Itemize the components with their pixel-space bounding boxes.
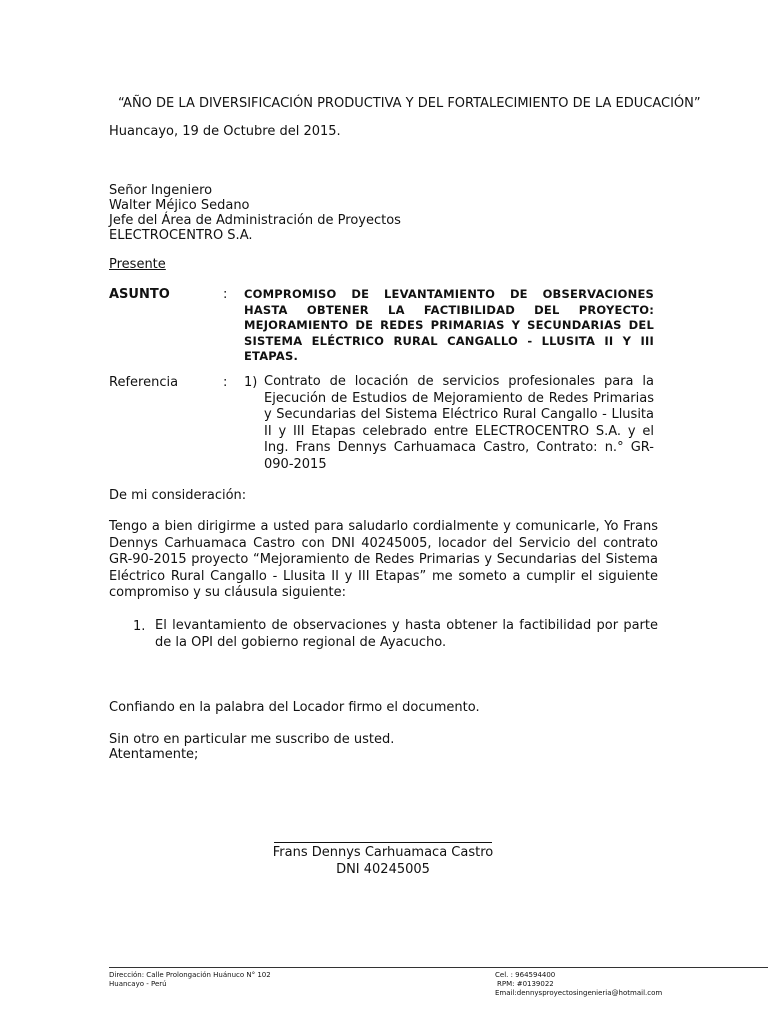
signature-line: [274, 842, 492, 843]
referencia-label: Referencia: [109, 375, 179, 390]
recipient-line-4: ELECTROCENTRO S.A.: [109, 228, 253, 243]
footer-address: Dirección: Calle Prolongación Huánuco N° 102: [109, 971, 271, 979]
list-item-text: El levantamiento de observaciones y hasta obtener la factibilidad por parte de la OPI del gobierno regional de Ayacucho.: [155, 618, 658, 650]
asunto-label: ASUNTO: [109, 287, 170, 302]
presente-label: Presente: [109, 257, 166, 272]
asunto-text: COMPROMISO DE LEVANTAMIENTO DE OBSERVACIONES HASTA OBTENER LA FACTIBILIDAD DEL PROYECTO: MEJORAMIENTO DE REDES PRIMARIAS Y SECUNDARIAS DEL SISTEMA ELÉCTRICO RURAL CANGALLO - LLUSITA II Y III ETAPAS.: [244, 287, 654, 363]
greeting: De mi consideración:: [109, 488, 247, 503]
referencia-number: 1): [244, 375, 258, 390]
list-item-number: 1.: [133, 619, 146, 634]
closing-line-2: Sin otro en particular me suscribo de usted.: [109, 732, 395, 747]
signature-dni: DNI 40245005: [336, 862, 430, 877]
footer-email: Email:dennysproyectosingenieria@hotmail.com: [495, 989, 663, 997]
recipient-line-1: Señor Ingeniero: [109, 183, 213, 198]
asunto-colon: :: [223, 287, 228, 302]
footer-city: Huancayo - Perú: [109, 980, 167, 988]
footer-cel: Cel. : 964594400: [495, 971, 556, 979]
body-paragraph: Tengo a bien dirigirme a usted para saludarlo cordialmente y comunicarle, Yo Frans Dennys Carhuamaca Castro con DNI 40245005, locador del Servicio del contrato GR-90-2015 proyecto “Mejoramiento de Redes Primarias y Secundarias del Sistema Eléctrico Rural Cangallo - Llusita II y III Etapas” me someto a cumplir el siguiente compromiso y su cláusula siguiente:: [109, 519, 658, 600]
footer-rpm: RPM: #0139022: [497, 980, 554, 988]
place-date: Huancayo, 19 de Octubre del 2015.: [109, 124, 341, 139]
recipient-block: [109, 183, 401, 243]
footer-divider: [109, 967, 768, 968]
closing-line-1: Confiando en la palabra del Locador firmo el documento.: [109, 700, 480, 715]
signature-name: Frans Dennys Carhuamaca Castro: [272, 845, 494, 860]
header-motto: “AÑO DE LA DIVERSIFICACIÓN PRODUCTIVA Y DEL FORTALECIMIENTO DE LA EDUCACIÓN”: [118, 96, 701, 111]
recipient-line-3: Jefe del Área de Administración de Proyectos: [109, 213, 401, 228]
referencia-text: Contrato de locación de servicios profesionales para la Ejecución de Estudios de Mejoramiento de Redes Primarias y Secundarias del Sistema Eléctrico Rural Cangallo - Llusita II y III Etapas celebrado entre ELECTROCENTRO S.A. y el Ing. Frans Dennys Carhuamaca Castro, Contrato: n.° GR-090-2015: [264, 374, 654, 472]
referencia-colon: :: [223, 375, 228, 390]
closing-line-3: Atentamente;: [109, 747, 199, 762]
recipient-line-2: Walter Méjico Sedano: [109, 198, 250, 213]
